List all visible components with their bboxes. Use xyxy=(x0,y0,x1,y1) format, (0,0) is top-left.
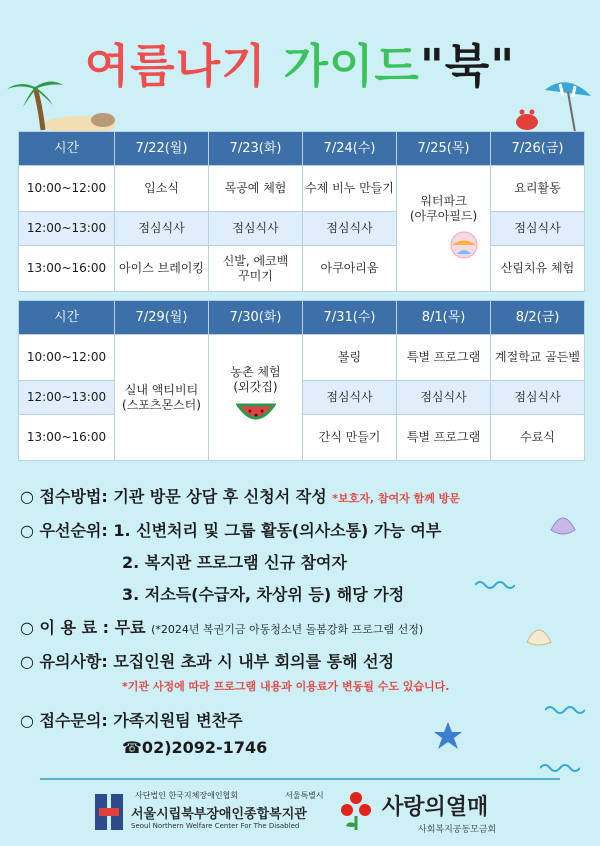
contact-value: 가족지원팀 변찬주 xyxy=(113,711,243,730)
table-row xyxy=(19,335,585,381)
notice-note: *기관 사정에 따라 프로그램 내용과 이용료가 변동될 수도 있습니다. xyxy=(122,680,450,693)
crab-umbrella-icon xyxy=(505,80,595,135)
priority-item-1: 1. 신변처리 및 그룹 활동(의사소통) 가능 여부 xyxy=(113,521,442,540)
activity-cell: 입소식 xyxy=(115,166,209,212)
activity-cell: 점심식사 xyxy=(303,381,397,415)
activity-cell: 특별 프로그램 xyxy=(397,415,491,461)
welfare-center-emblem-icon xyxy=(95,794,123,830)
fee-note: (*2024년 복권기금 아동청소년 돌봄강화 프로그램 선정) xyxy=(151,623,424,636)
shell-icon xyxy=(525,622,553,648)
title-part2: 가이드 xyxy=(283,39,420,93)
time-cell: 10:00~12:00 xyxy=(19,335,115,381)
priority-item-2: 2. 복지관 프로그램 신규 참여자 xyxy=(122,553,347,572)
header-day: 8/1(목) xyxy=(397,301,491,335)
time-cell: 13:00~16:00 xyxy=(19,246,115,292)
contact-row xyxy=(20,708,243,731)
contact-phone: ☎02)2092-1746 xyxy=(122,738,268,757)
fee-row xyxy=(20,615,423,638)
activity-cell: 산림치유 체험 xyxy=(491,246,585,292)
welfare-center-logo xyxy=(95,790,335,835)
time-cell: 10:00~12:00 xyxy=(19,166,115,212)
org-small-text: 사단법인 한국지체장애인협회 xyxy=(135,791,239,800)
notice-row xyxy=(20,649,394,672)
activity-cell: 점심식사 xyxy=(491,212,585,246)
merged-line1: 농촌 체험 xyxy=(230,364,281,379)
header-day: 7/25(목) xyxy=(397,132,491,166)
week1-header-row xyxy=(19,132,585,166)
priority-label: ○ 우선순위: xyxy=(20,521,114,540)
wave-icon xyxy=(545,702,585,714)
method-row xyxy=(20,484,460,507)
wave-icon xyxy=(475,577,515,589)
org-english: Seoul Northern Welfare Center For The Disabled xyxy=(131,822,300,830)
wave-icon xyxy=(540,760,580,772)
week2-header-row xyxy=(19,301,585,335)
header-day: 7/23(화) xyxy=(209,132,303,166)
fee-label: ○ 이 용 료 : xyxy=(20,618,115,637)
merged-line1: 실내 액티비티 xyxy=(124,382,199,397)
merged-activity-cell xyxy=(397,166,491,292)
activity-cell: 목공예 체험 xyxy=(209,166,303,212)
header-day: 8/2(금) xyxy=(491,301,585,335)
community-chest-logo xyxy=(340,790,530,838)
priority-row xyxy=(20,518,441,541)
title-part3: "북" xyxy=(419,39,516,93)
fee-value: 무료 xyxy=(114,618,146,637)
merged-line2: (외갓집) xyxy=(233,379,278,394)
header-day: 7/29(월) xyxy=(115,301,209,335)
merged-line2: (아쿠아필드) xyxy=(409,208,478,223)
seoul-text: 서울특별시 xyxy=(285,791,324,800)
merged-line1: 워터파크 xyxy=(420,193,467,208)
beach-ball-icon xyxy=(449,230,479,260)
header-time: 시간 xyxy=(19,132,115,166)
love-fruit-icon xyxy=(340,790,372,834)
chest-name: 사랑의열매 xyxy=(382,795,489,820)
week2-schedule-table xyxy=(18,300,585,461)
activity-cell: 간식 만들기 xyxy=(303,415,397,461)
notice-label: ○ 유의사항: xyxy=(20,652,114,671)
merged-activity-cell xyxy=(115,335,209,461)
palm-tree-icon xyxy=(5,75,115,135)
footer-divider xyxy=(40,778,560,780)
notice-value: 모집인원 초과 시 내부 회의를 통해 선정 xyxy=(113,652,395,671)
title-part1: 여름나기 xyxy=(84,39,284,93)
activity-cell: 아쿠아리움 xyxy=(303,246,397,292)
header-day: 7/26(금) xyxy=(491,132,585,166)
table-row xyxy=(19,246,585,292)
table-row xyxy=(19,166,585,212)
method-label: ○ 접수방법: xyxy=(20,487,114,506)
activity-cell: 요리활동 xyxy=(491,166,585,212)
time-cell: 12:00~13:00 xyxy=(19,212,115,246)
header-day: 7/30(화) xyxy=(209,301,303,335)
activity-cell: 수료식 xyxy=(491,415,585,461)
activity-cell: 수제 비누 만들기 xyxy=(303,166,397,212)
shell-icon xyxy=(548,512,578,538)
activity-cell: 계절학교 골든벨 xyxy=(491,335,585,381)
activity-cell xyxy=(209,246,303,292)
method-value: 기관 방문 상담 후 신청서 작성 xyxy=(113,487,327,506)
header-day: 7/24(수) xyxy=(303,132,397,166)
activity-cell: 점심식사 xyxy=(303,212,397,246)
org-name: 서울시립북부장애인종합복지관 xyxy=(131,807,307,822)
activity-cell: 볼링 xyxy=(303,335,397,381)
merged-activity-cell xyxy=(209,335,303,461)
merged-line2: (스포츠몬스터) xyxy=(122,397,201,412)
watermelon-icon xyxy=(236,403,276,427)
activity-cell: 특별 프로그램 xyxy=(397,335,491,381)
table-row xyxy=(19,212,585,246)
contact-label: ○ 접수문의: xyxy=(20,711,114,730)
method-note: *보호자, 참여자 함께 방문 xyxy=(332,492,460,505)
week1-schedule-table xyxy=(18,131,585,292)
time-cell: 13:00~16:00 xyxy=(19,415,115,461)
chest-sub: 사회복지공동모금회 xyxy=(418,825,497,835)
header-time: 시간 xyxy=(19,301,115,335)
starfish-icon xyxy=(432,720,464,752)
activity-cell: 점심식사 xyxy=(115,212,209,246)
activity-line1: 신발, 에코백 xyxy=(222,253,289,268)
activity-cell: 아이스 브레이킹 xyxy=(115,246,209,292)
header-day: 7/31(수) xyxy=(303,301,397,335)
activity-cell: 점심식사 xyxy=(397,381,491,415)
priority-item-3: 3. 저소득(수급자, 차상위 등) 해당 가정 xyxy=(122,585,405,604)
activity-cell: 점심식사 xyxy=(209,212,303,246)
header-day: 7/22(월) xyxy=(115,132,209,166)
activity-cell: 점심식사 xyxy=(491,381,585,415)
time-cell: 12:00~13:00 xyxy=(19,381,115,415)
activity-line2: 꾸미기 xyxy=(238,268,273,283)
